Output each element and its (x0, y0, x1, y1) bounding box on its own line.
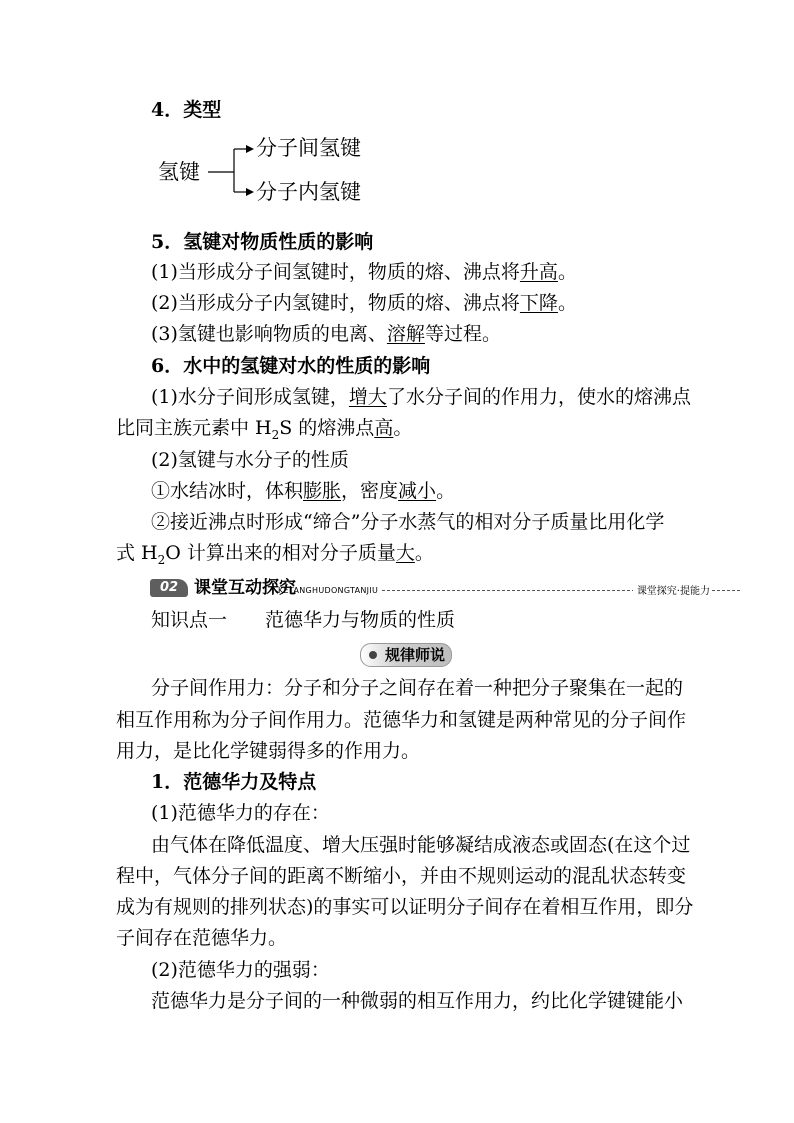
paragraph-line: 子间存在范德华力。 (116, 927, 288, 949)
bullet-dot-icon (369, 651, 377, 659)
paragraph-line: 由气体在降低温度、增大压强时能够凝结成液态或固态(在这个过 (151, 834, 691, 856)
text: 比同主族元素中 H (116, 417, 272, 439)
text: ①水结冰时，体积 (151, 480, 304, 502)
s6-item-2: (2)氢键与水分子的性质 (151, 449, 349, 471)
text: 。 (557, 261, 577, 283)
text: S 的熔沸点 (279, 417, 375, 439)
paragraph-line: 用力，是比化学键弱得多的作用力。 (116, 740, 421, 762)
subscript: 2 (157, 552, 166, 567)
text: 。 (393, 417, 413, 439)
subsection-1-1-title: (1)范德华力的存在： (151, 802, 330, 824)
s6-item-2-2-line-1: ②接近沸点时形成“缔合”分子水蒸气的相对分子质量比用化学 (151, 511, 665, 533)
s6-item-2-1 (151, 478, 455, 504)
paragraph-line: 相互作用称为分子间作用力。范德华力和氢键是两种常见的分子间作 (116, 709, 687, 731)
knowledge-point-title: 范德华力与物质的性质 (265, 609, 456, 631)
answer: 增大 (348, 386, 387, 408)
knowledge-point-label: 知识点一 (151, 609, 228, 631)
subsection-1-title: 1．范德华力及特点 (151, 771, 317, 793)
hydrogen-bond-types-diagram (158, 132, 388, 214)
text: 。 (414, 542, 434, 564)
answer: 高 (374, 417, 394, 439)
banner-pinyin: KETANGHUDONGTANJIU (278, 586, 379, 595)
banner-right-caption: 课堂探究·提能力 (633, 582, 710, 597)
s6-item-2-2-line-2 (116, 540, 434, 566)
text: (3)氢键也影响物质的电离、 (151, 323, 387, 345)
section-6-title: 6．水中的氢键对水的性质的影响 (151, 355, 431, 377)
paragraph-line: 范德华力是分子间的一种微弱的相互作用力，约比化学键键能小 (151, 990, 684, 1012)
answer: 膨胀 (303, 480, 342, 502)
text: O 计算出来的相对分子质量 (165, 542, 396, 564)
paragraph-line: 分子间作用力：分子和分子之间存在着一种把分子聚集在一起的 (151, 677, 684, 699)
subsection-1-2-title: (2)范德华力的强弱： (151, 959, 330, 981)
text: ，密度 (341, 480, 399, 502)
diagram-branch-intermolecular: 分子间氢键 (256, 136, 361, 160)
s5-item-1 (151, 259, 577, 285)
text: 式 H (116, 542, 158, 564)
answer: 升高 (519, 261, 558, 283)
diagram-root-label: 氢键 (158, 160, 200, 184)
s6-item-1-line-2 (116, 415, 412, 441)
text: 等过程。 (424, 323, 501, 345)
s5-item-2 (151, 290, 577, 316)
answer: 大 (395, 542, 415, 564)
answer: 下降 (519, 292, 558, 314)
text: 。 (436, 480, 456, 502)
text: (1)当形成分子间氢键时，物质的熔、沸点将 (151, 261, 520, 283)
s5-item-3 (151, 321, 501, 347)
banner-title: 课堂互动探究 (194, 578, 296, 598)
answer: 减小 (398, 480, 437, 502)
paragraph-line: 程中，气体分子间的距离不断缩小，并由不规则运动的混乱状态转变 (116, 865, 687, 887)
answer: 溶解 (386, 323, 425, 345)
text: 。 (557, 292, 577, 314)
section-banner (150, 577, 710, 601)
text: (1)水分子间形成氢键， (151, 386, 349, 408)
subscript: 2 (271, 427, 280, 442)
diagram-branch-intramolecular: 分子内氢键 (256, 180, 361, 204)
s6-item-1-line-1 (151, 384, 691, 410)
text: 了水分子间的作用力，使水的熔沸点 (386, 386, 691, 408)
section-4-title: 4．类型 (151, 99, 222, 121)
rule-tag (360, 643, 452, 667)
rule-tag-label: 规律师说 (385, 646, 446, 664)
section-5-title: 5．氢键对物质性质的影响 (151, 231, 374, 253)
section-number-badge: 02 (150, 579, 188, 597)
paragraph-line: 成为有规则的排列状态)的事实可以证明分子间存在着相互作用，即分 (116, 896, 694, 918)
text: (2)当形成分子内氢键时，物质的熔、沸点将 (151, 292, 520, 314)
